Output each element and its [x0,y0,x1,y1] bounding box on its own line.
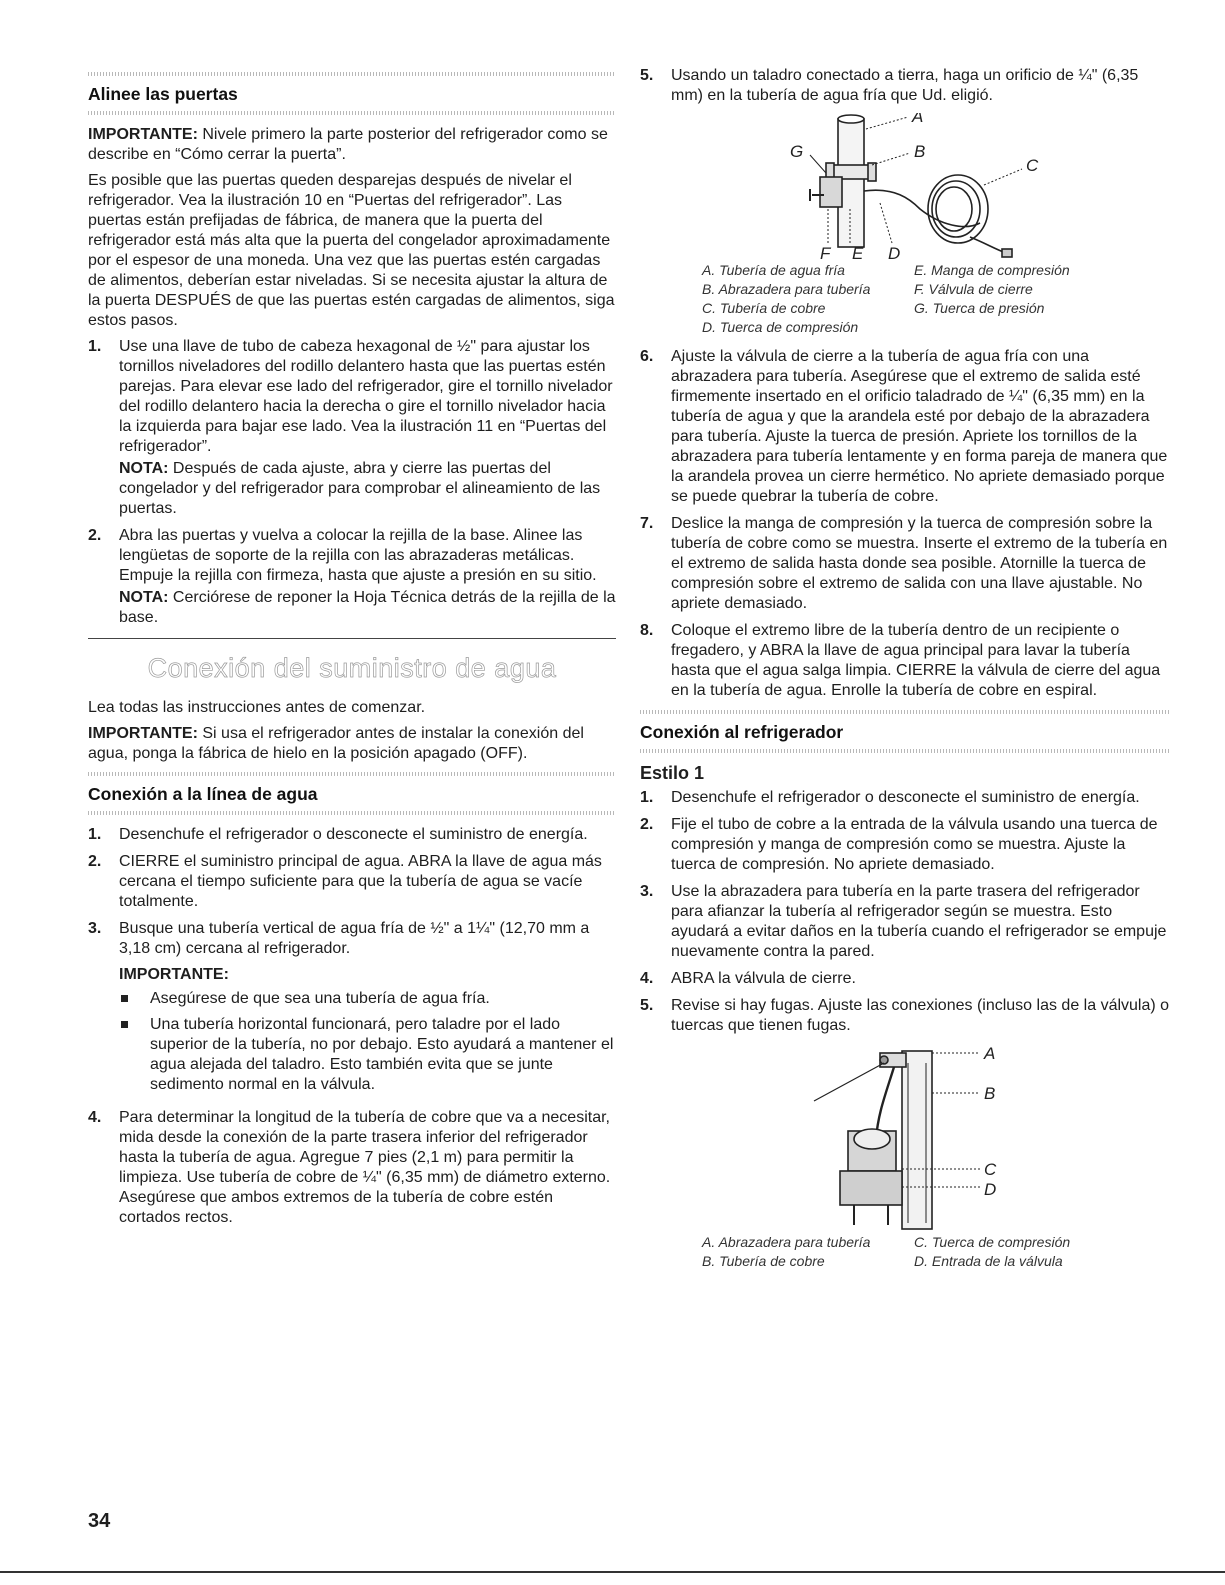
list-item [640,347,1170,507]
list-item [640,815,1170,875]
section-divider [88,638,616,639]
step-text: CIERRE el suministro principal de agua. ABRA la llave de agua más cercana el tiempo suficiente para que la tubería de agua se vacíe totalmente. [119,853,602,910]
step-text: Use la abrazadera para tubería en la parte trasera del refrigerador para afianzar la tubería al refrigerador según se muestra. Esto ayudará a evitar daños en la tubería cuando el refrigerador se empuje nuevamente contra la pared. [671,883,1167,960]
shutoff-valve-illustration [640,113,1170,261]
important-text: Si usa el refrigerador antes de instalar la conexión del agua, ponga la fábrica de hielo en la posición apagado (OFF). [88,725,584,762]
list-item [640,996,1170,1036]
legend-item: D. Entrada de la válvula [914,1253,1063,1269]
step-note [119,459,616,519]
fig1-legend [702,261,1170,337]
style-1-steps [640,788,1170,1036]
legend-item: C. Tubería de cobre [702,300,826,316]
step3-bullets [119,989,616,1095]
fig1-label-d: D [888,244,901,261]
fig2-label-a: A [984,1044,996,1063]
water-line-heading: Conexión a la línea de agua [88,784,318,804]
list-item [88,526,616,628]
list-item [640,788,1170,808]
step-text: ABRA la válvula de cierre. [671,970,856,987]
note-label: NOTA: [119,460,169,477]
step-number: 1. [88,826,102,843]
valve-steps-list [640,347,1170,701]
fig2-label-d: D [984,1180,997,1199]
note-text: Cerciórese de reponer la Hoja Técnica detrás de la rejilla de la base. [119,589,616,626]
bullet-item [119,989,616,1009]
right-column [640,66,1170,1271]
dotted-rule [88,111,616,115]
page-bottom-rule [0,1571,1225,1573]
left-column [88,66,616,1235]
step-number: 1. [88,338,102,355]
valve-inlet-illustration [640,1043,1170,1233]
important-text: Nivele primero la parte posterior del refrigerador como se describe en “Cómo cerrar la puerta”. [88,126,608,163]
step-text: Fije el tubo de cobre a la entrada de la válvula usando una tuerca de compresión y manga de compresión como se muestra. Ajuste la tuerca de compresión. No apriete demasiado. [671,816,1158,873]
legend-item: B. Abrazadera para tubería [702,281,871,297]
dotted-rule [88,772,616,776]
dotted-rule [88,72,616,76]
fig2-label-c: C [984,1160,997,1179]
step-number: 6. [640,348,654,365]
fig2-label-b: B [984,1084,996,1103]
bullet-text: Asegúrese de que sea una tubería de agua fría. [150,990,490,1007]
fridge-connection-heading: Conexión al refrigerador [640,722,844,742]
list-item [88,852,616,912]
step-text: Para determinar la longitud de la tubería de cobre que va a necesitar, mida desde la conexión de la parte trasera inferior del refrigerador hasta la tubería de agua. Agregue 7 pies (2,1 m) para permitir la limpieza. Use tubería de cobre de ¼" (6,35 mm) de diámetro externo. Asegúrese que ambos extremos de la tubería de cobre estén cortados rectos. [119,1109,611,1226]
legend-item: G. Tuerca de presión [914,300,1045,316]
dotted-rule [640,749,1170,753]
step-number: 4. [640,970,654,987]
align-doors-heading: Alinee las puertas [88,84,238,104]
list-item [88,825,616,845]
legend-item: B. Tubería de cobre [702,1253,825,1269]
step-number: 8. [640,622,654,639]
read-all-text: Lea todas las instrucciones antes de comenzar. [88,699,426,716]
list-item [88,1108,616,1228]
legend-item: A. Tubería de agua fría [702,262,845,278]
step-text: Desenchufe el refrigerador o desconecte el suministro de energía. [119,826,588,843]
step3-important-label: IMPORTANTE: [119,966,229,983]
step-text: Desenchufe el refrigerador o desconecte el suministro de energía. [671,789,1140,806]
step-text: Usando un taladro conectado a tierra, haga un orificio de ¼" (6,35 mm) en la tubería de agua fría que Ud. eligió. [671,67,1139,104]
step-text: Revise si hay fugas. Ajuste las conexiones (incluso las de la válvula) o tuercas que tienen fugas. [671,997,1170,1034]
important-paragraph [88,125,616,165]
fig1-label-f: F [820,244,831,261]
step-text: Busque una tubería vertical de agua fría de ½" a 1¼" (12,70 mm a 3,18 cm) cercana al refrigerador. [119,920,590,957]
step-number: 1. [640,789,654,806]
important-label: IMPORTANTE: [88,126,198,143]
step-text: Use una llave de tubo de cabeza hexagonal de ½" para ajustar los tornillos niveladores del rodillo delantero hasta que las puertas estén parejas. Para elevar ese lado del refrigerador, gire el tornillo nivelador del rodillo delantero hacia la derecha o gire el tornillo nivelador hacia la izquierda para bajar ese lado. Vea la ilustración 11 en “Puertas del refrigerador”. [119,338,613,455]
step-number: 2. [88,853,102,870]
legend-item: A. Abrazadera para tubería [702,1234,871,1250]
style-1-heading: Estilo 1 [640,763,705,783]
fig1-label-e: E [852,244,864,261]
step-number: 2. [88,527,102,544]
step-number: 5. [640,67,654,84]
list-item [640,514,1170,614]
list-item [88,337,616,519]
section-heading [88,70,616,115]
important2-paragraph [88,724,616,764]
fig2-legend [702,1233,1170,1271]
section-heading [640,708,1170,753]
note-label: NOTA: [119,589,169,606]
step-number: 2. [640,816,654,833]
fig1-label-g: G [790,142,804,161]
fig1-label-b: B [914,142,926,161]
align-steps-list [88,337,616,628]
section-heading [88,770,616,815]
dotted-rule [88,811,616,815]
note-text: Después de cada ajuste, abra y cierre las puertas del congelador y del refrigerador para comprobar el alineamiento de las puertas. [119,460,601,517]
fig1-label-c: C [1026,156,1039,175]
fig1-label-a: A [912,113,924,126]
step-text: Abra las puertas y vuelva a colocar la rejilla de la base. Alinee las lengüetas de soporte de la rejilla con las abrazaderas metálicas. Empuje la rejilla con firmeza, hasta que ajuste a presión en su sitio. [119,527,597,584]
drill-step-list [640,66,1170,106]
list-item [640,66,1170,106]
step-text: Ajuste la válvula de cierre a la tubería de agua fría con una abrazadera para tubería. Asegúrese que el extremo de salida esté firmemente insertado en el orificio taladrado de ¼" (6,35 mm) en la tubería de agua y que la arandela esté por debajo de la abrazadera para tubería. Ajuste la tuerca de presión. Apriete los tornillos de la abrazadera para tubería lentamente y en forma pareja de manera que la arandela provea un cierre hermético. No apriete demasiado porque se puede quebrar la tubería de cobre. [671,348,1168,505]
water-supply-title: Conexión del suministro de agua [147,653,557,683]
bullet-square-icon [119,1015,150,1095]
valve-inlet-figure [640,1043,1170,1233]
bullet-item [119,1015,616,1095]
bullet-square-icon [119,989,150,1009]
legend-item: C. Tuerca de compresión [914,1234,1071,1250]
step-note [119,588,616,628]
list-item [640,621,1170,701]
legend-item: E. Manga de compresión [914,262,1070,278]
page-number: 34 [88,1510,111,1532]
step-number: 7. [640,515,654,532]
legend-item: F. Válvula de cierre [914,281,1033,297]
list-item [88,919,616,1101]
bullet-text: Una tubería horizontal funcionará, pero taladre por el lado superior de la tubería, no por debajo. Esto ayudará a mantener el agua alejada del taladro. Esto también evita que se junte sedimento normal en la válvula. [150,1016,614,1093]
step-number: 4. [88,1109,102,1126]
water-line-steps [88,825,616,1228]
shutoff-valve-figure [640,113,1170,261]
step-number: 3. [88,920,102,937]
step-number: 5. [640,997,654,1014]
dotted-rule [640,710,1170,714]
legend-item: D. Tuerca de compresión [702,319,859,335]
step-text: Coloque el extremo libre de la tubería dentro de un recipiente o fregadero, y ABRA la llave de agua principal para lavar la tubería hasta que el agua salga limpia. CIERRE la válvula de cierre del agua en la tubería de agua. Enrolle la tubería de cobre en espiral. [671,622,1161,699]
list-item [640,882,1170,962]
intro-paragraph: Es posible que las puertas queden desparejas después de nivelar el refrigerador. Vea la ilustración 10 en “Puertas del refrigerador”. Las puertas están prefijadas de fábrica, de manera que la puerta del refrigerador está más alta que la puerta del congelador aproximadamente por el espesor de una moneda. Una vez que las puertas estén cargadas de alimentos, deberían estar niveladas. Si se necesita ajustar la altura de la puerta DESPUÉS de que las puertas estén cargadas de alimentos, siga estos pasos. [88,172,615,329]
important-label: IMPORTANTE: [88,725,198,742]
list-item [640,969,1170,989]
step-number: 3. [640,883,654,900]
step-text: Deslice la manga de compresión y la tuerca de compresión sobre la tubería de cobre como se muestra. Inserte el extremo de la tubería en el extremo de salida hasta donde sea posible. Atornille la tuerca de compresión sobre el extremo de salida con una llave ajustable. No apriete demasiado. [671,515,1168,612]
